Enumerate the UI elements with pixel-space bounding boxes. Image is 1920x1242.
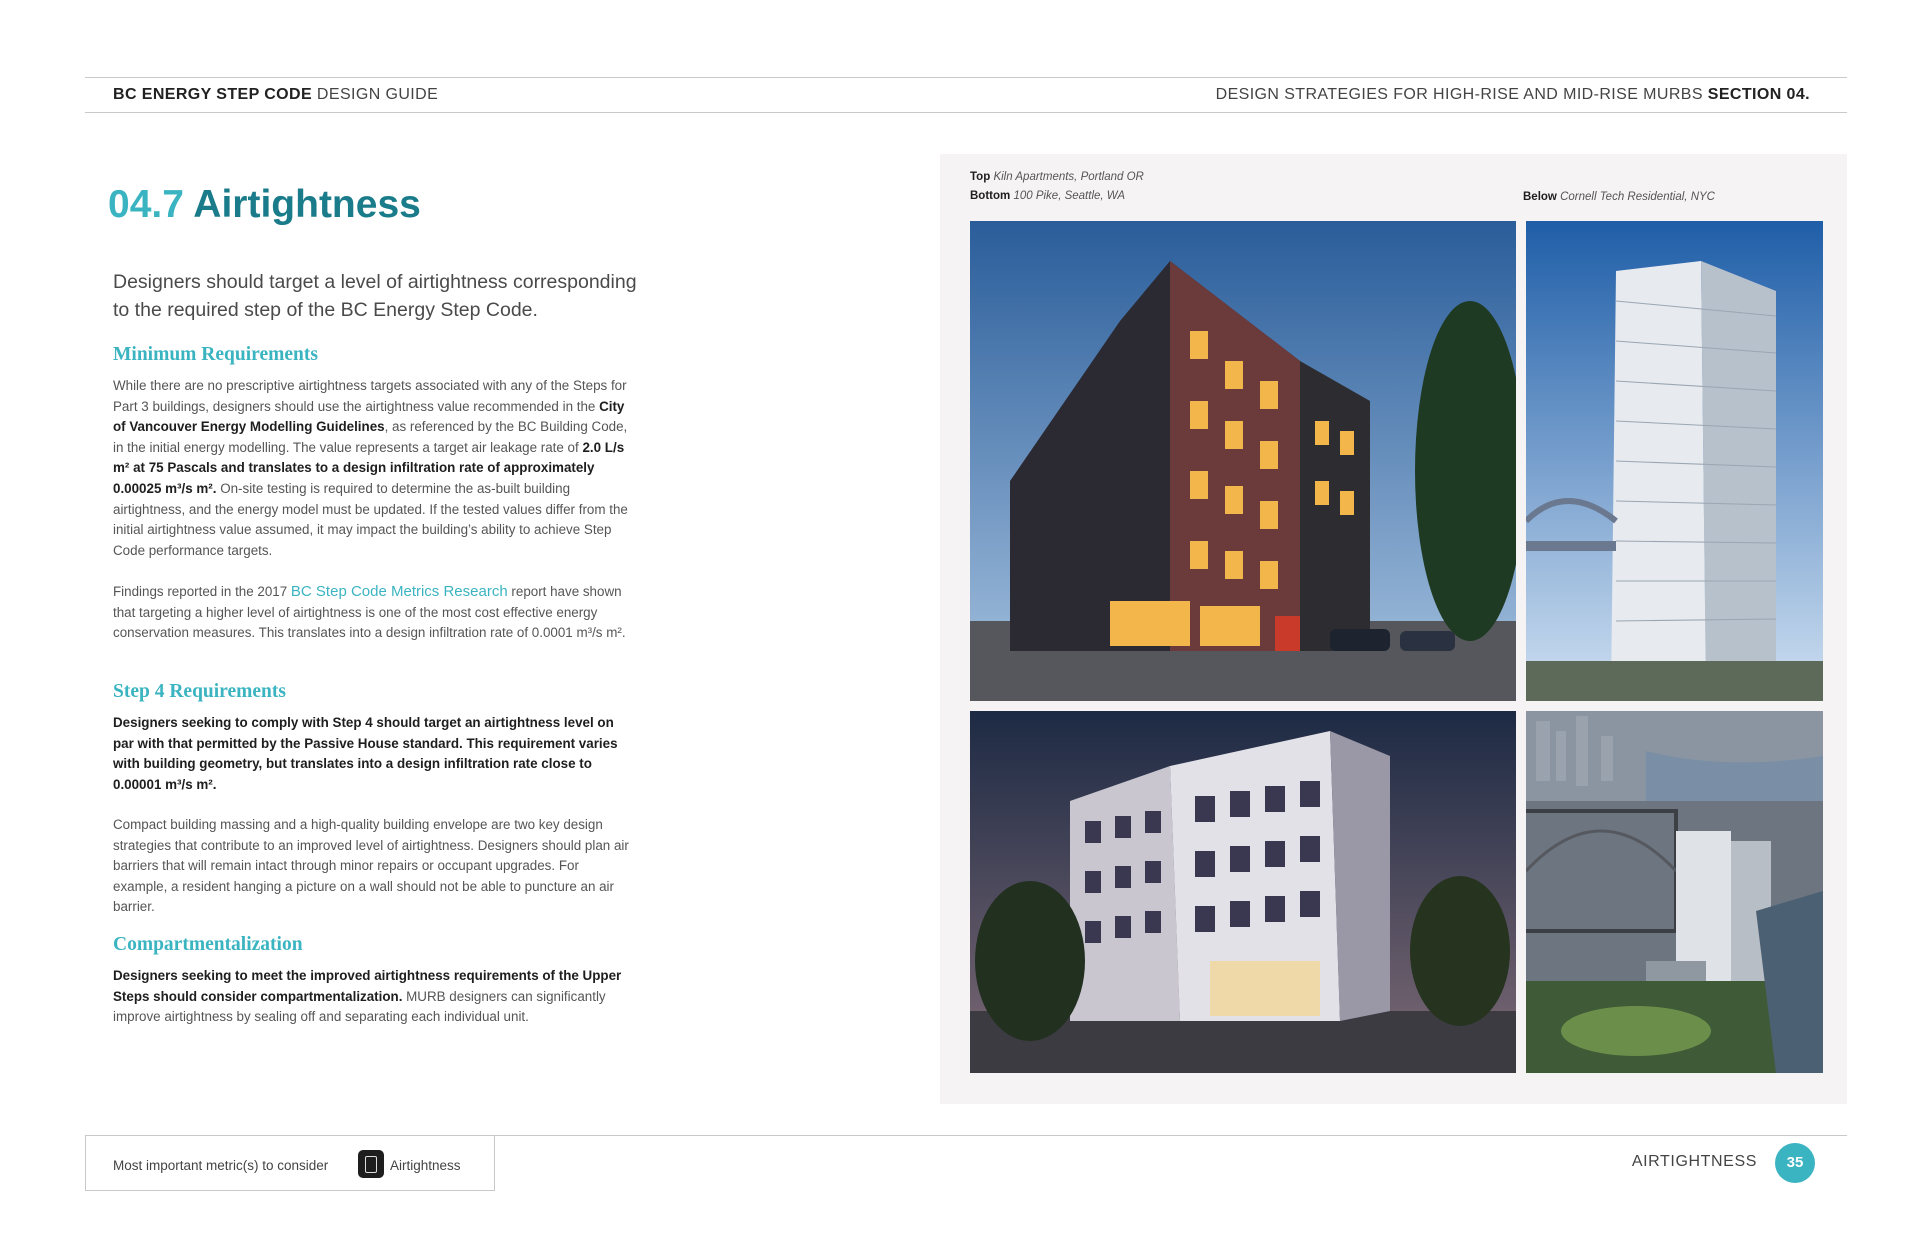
- step4-paragraph-2: Compact building massing and a high-quality building envelope are two key design strategies that contribute to an improved level of airtightness. Designers should plan air barriers that will remain intact through minor repairs or occupant upgrades. For example, a resident hanging a picture on a wall should not be able to puncture an air barrier.: [113, 817, 629, 915]
- caption-top: Top Kiln Apartments, Portland OR: [970, 171, 1144, 183]
- compartment-paragraph: Designers seeking to meet the improved airtightness requirements of the Upper Steps should consider compartmentalization. MURB designers can significantly improve airtightness by sealing off and separating each individual unit.: [113, 968, 622, 1025]
- lead-paragraph: Designers should target a level of airtightness corresponding to the required step of the BC Energy Step Code.: [113, 271, 637, 321]
- photo-100-pike: [970, 711, 1516, 1073]
- caption-bottom: Bottom 100 Pike, Seattle, WA: [970, 190, 1126, 202]
- section-title: DESIGN STRATEGIES FOR HIGH-RISE AND MID-RISE MURBS SECTION 04.: [1215, 86, 1810, 103]
- photo-cornell-tech-aerial: [1526, 711, 1823, 1073]
- footer-section-name: AIRTIGHTNESS: [1631, 1153, 1757, 1170]
- caption-below: Below Cornell Tech Residential, NYC: [1523, 191, 1715, 203]
- header-rule-bottom: [85, 112, 1847, 113]
- metric-value: Airtightness: [390, 1158, 461, 1173]
- min-req-paragraph-1: While there are no prescriptive airtightness targets associated with any of the Steps for Part 3 buildings, designers should use the airtightness value recommended in the City of Vancouver Energy Modelling Guidelines, as referenced by the BC Building Code, in the initial energy modelling. The value represents a target air leakage rate of 2.0 L/s m² at 75 Pascals and translates to a design infiltration rate of approximately 0.00025 m³/s m². On-site testing is required to determine the as-built building airtightness, and the energy model must be updated. If the tested values differ from the initial airtightness value assumed, it may impact the building’s ability to achieve Step Code performance targets.: [113, 378, 628, 558]
- heading-compartmentalization: Compartmentalization: [113, 934, 303, 955]
- metric-label: Most important metric(s) to consider: [113, 1158, 329, 1173]
- page-title: 04.7 Airtightness: [108, 183, 421, 226]
- photo-cornell-tech-tower: [1526, 221, 1823, 701]
- heading-minimum-requirements: Minimum Requirements: [113, 344, 318, 365]
- min-req-paragraph-2: Findings reported in the 2017 BC Step Code Metrics Research report have shown that targeting a higher level of airtightness is one of the most cost effective energy conservation measures. This translates into a design infiltration rate of 0.0001 m³/s m².: [113, 583, 626, 641]
- step4-paragraph-1: Designers seeking to comply with Step 4 should target an airtightness level on par with that permitted by the Passive House standard. This requirement varies with building geometry, but translates into a design infiltration rate close to 0.00001 m³/s m².: [113, 715, 618, 792]
- page-number-badge: 35: [1775, 1143, 1815, 1183]
- airtightness-icon: [358, 1150, 384, 1178]
- doc-title: BC ENERGY STEP CODE DESIGN GUIDE: [113, 86, 439, 103]
- metrics-research-link[interactable]: BC Step Code Metrics Research: [290, 583, 508, 600]
- heading-step4-requirements: Step 4 Requirements: [113, 681, 286, 702]
- photo-kiln-apartments: [970, 221, 1516, 701]
- header-rule-top: [85, 77, 1847, 78]
